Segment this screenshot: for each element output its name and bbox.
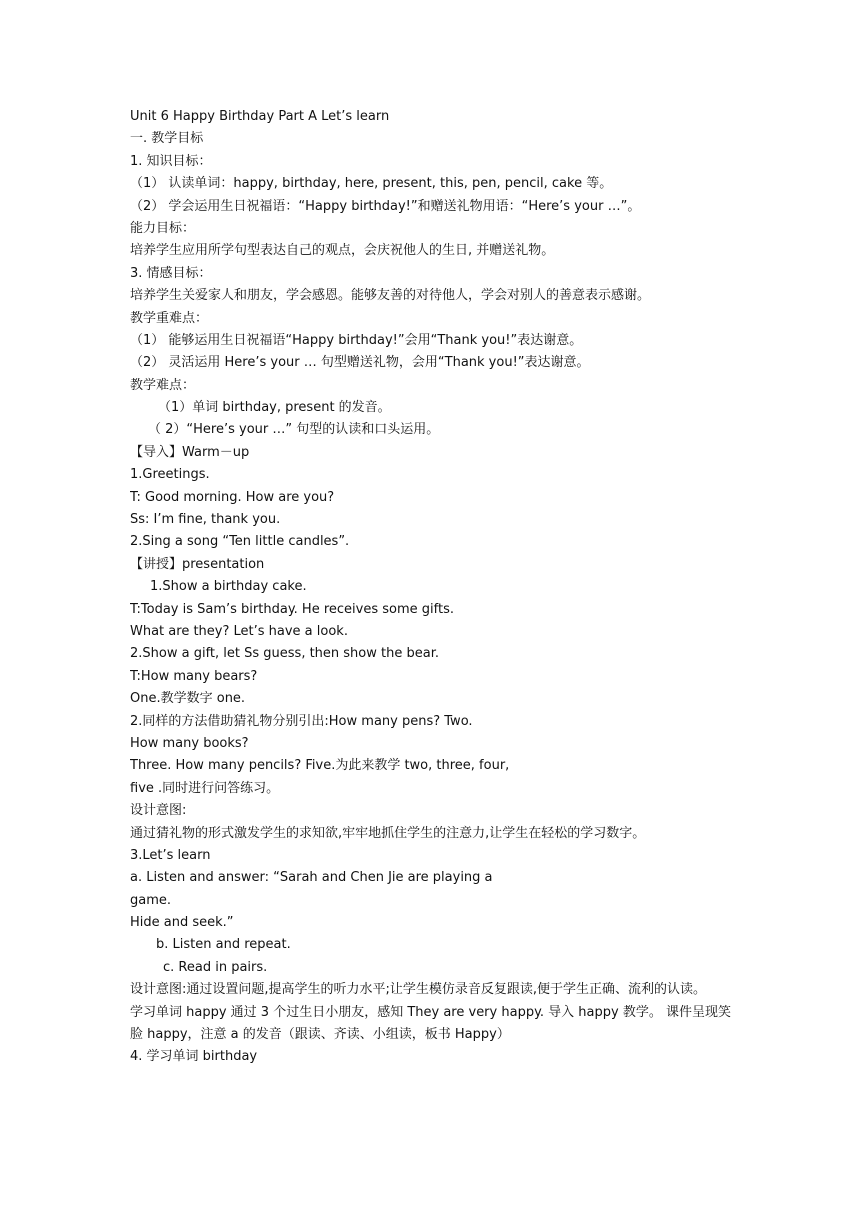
document-body (130, 106, 740, 1069)
text-line: T:Today is Sam’s birthday. He receives some gifts. (130, 601, 454, 617)
text-line: 培养学生应用所学句型表达自己的观点，会庆祝他人的生日, 并赠送礼物。 (130, 243, 555, 259)
text-paragraph: 设计意图:通过设置问题,提高学生的听力水平;让学生模仿录音反复跟读,便于学生正确、流利的认读。 (130, 982, 707, 998)
text-line: 1. 知识目标： (130, 153, 212, 169)
text-line: 1.Greetings. (130, 467, 210, 483)
text-line: a. Listen and answer: “Sarah and Chen Jie are playing a (130, 870, 493, 886)
text-line: Hide and seek.” (130, 915, 234, 931)
text-line: c. Read in pairs. (163, 959, 268, 975)
text-line: What are they? Let’s have a look. (130, 623, 348, 639)
text-line: （2） 灵活运用 Here’s your … 句型赠送礼物，会用“Thank you!”表达谢意。 (130, 355, 590, 371)
text-line: 4. 学习单词 birthday (130, 1049, 258, 1065)
text-line: 教学重难点： (130, 310, 209, 326)
text-line: 教学难点： (130, 377, 196, 393)
text-line: One.教学数字 one. (130, 691, 246, 707)
text-line: 2.Sing a song “Ten little candles”. (130, 534, 350, 550)
text-line: 2.同样的方法借助猜礼物分别引出:How many pens? Two. (130, 713, 473, 729)
text-line: 设计意图: (130, 803, 187, 819)
text-line: 能力目标： (130, 220, 196, 236)
section-heading: 一. 教学目标 (130, 131, 204, 147)
text-line: 通过猜礼物的形式激发学生的求知欲,牢牢地抓住学生的注意力,让学生在轻松的学习数字。 (130, 825, 646, 841)
text-line: game. (130, 892, 172, 908)
text-line: 2.Show a gift, let Ss guess, then show the bear. (130, 646, 439, 662)
text-line: T: Good morning. How are you? (130, 489, 335, 505)
text-line: 1.Show a birthday cake. (150, 579, 307, 595)
text-line: How many books? (130, 735, 249, 751)
text-line: b. Listen and repeat. (156, 937, 291, 953)
document-title: Unit 6 Happy Birthday Part A Let’s learn (130, 109, 390, 124)
text-line: 3. 情感目标： (130, 265, 212, 281)
text-line: Three. How many pencils? Five.为此来教学 two, three, four, (130, 758, 510, 774)
text-paragraph: 学习单词 happy 通过 3 个过生日小朋友，感知 They are very happy. 导入 happy 教学。 课件呈现笑脸 happy，注意 a 的发音（跟读、齐读、小组读，板书 Happy） (130, 1004, 731, 1043)
text-line: five .同时进行问答练习。 (130, 780, 280, 796)
text-line: （1） 认读单词：happy, birthday, here, present, this, pen, pencil, cake 等。 (130, 176, 613, 192)
text-line: （1） 能够运用生日祝福语“Happy birthday!”会用“Thank you!”表达谢意。 (130, 332, 583, 348)
text-line: 培养学生关爱家人和朋友，学会感恩。能够友善的对待他人，学会对别人的善意表示感谢。 (130, 288, 651, 304)
text-line: （1）单词 birthday, present 的发音。 (158, 400, 391, 416)
text-line: Ss: I’m fine, thank you. (130, 512, 281, 528)
text-line: 【导入】Warm－up (130, 444, 250, 460)
text-line: 3.Let’s learn (130, 847, 211, 863)
text-line: 【讲授】presentation (130, 556, 265, 572)
text-line: （ 2）“Here’s your …” 句型的认读和口头运用。 (148, 422, 440, 438)
text-line: （2） 学会运用生日祝福语：“Happy birthday!”和赠送礼物用语：“Here’s your …”。 (130, 198, 641, 214)
text-line: T:How many bears? (130, 668, 258, 684)
